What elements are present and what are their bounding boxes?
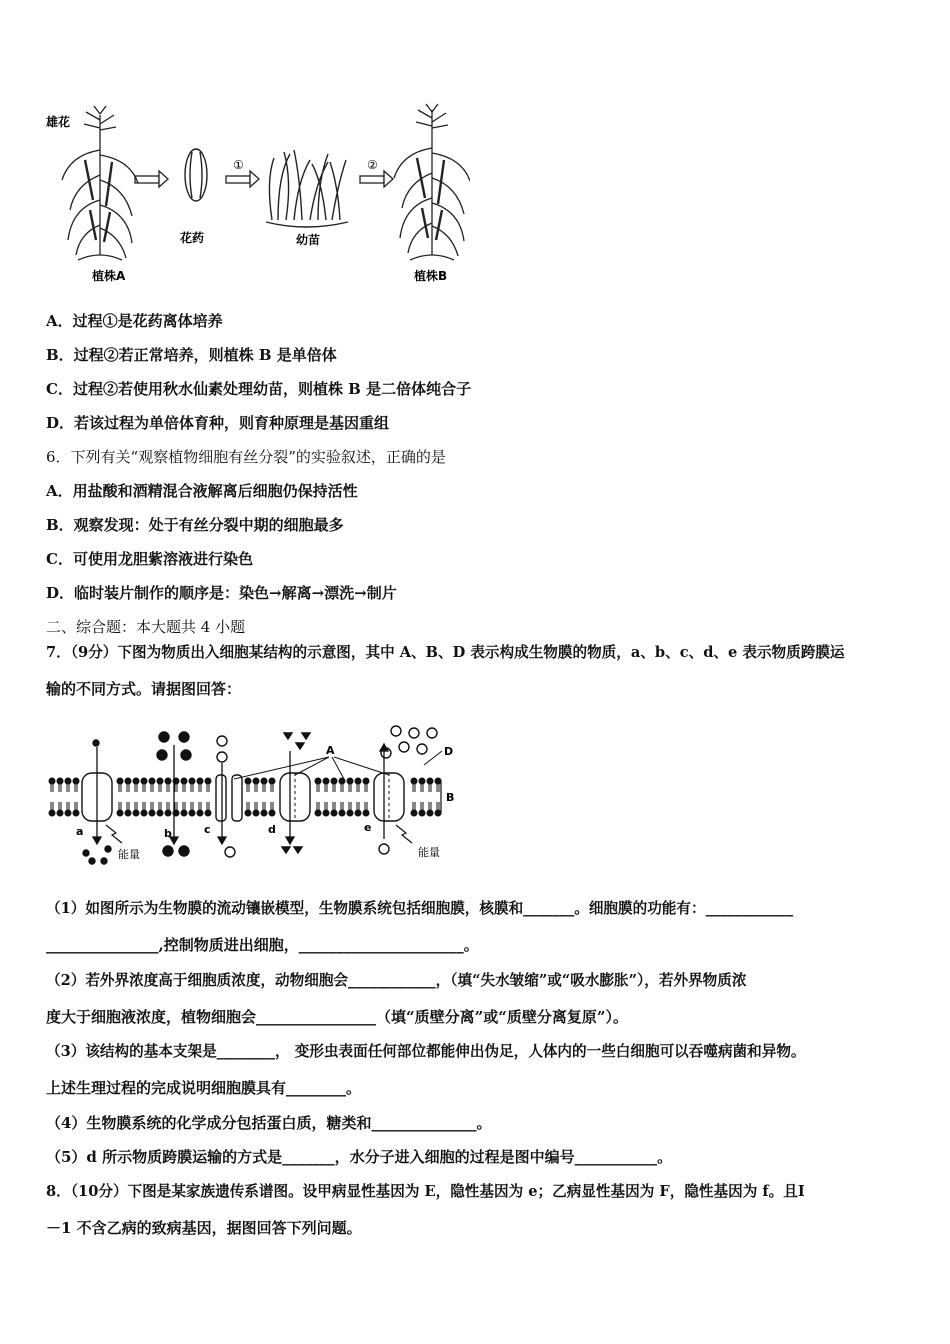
q7-stem-line-1: 7．（9分）下图为物质出入细胞某结构的示意图，其中 A、B、D 表示构成生物膜的物质，a、b、c、d、e 表示物质跨膜运: [46, 644, 845, 661]
q6-stem: 6．下列有关“观察植物细胞有丝分裂”的实验叙述，正确的是: [46, 448, 446, 466]
q7-part-5: （5）d 所示物质跨膜运输的方式是_______，水分子进入细胞的过程是图中编号___________。: [46, 1148, 673, 1166]
label-a-pointers: [234, 757, 389, 779]
q6-option-d: D．临时装片制作的顺序是：染色→解离→漂洗→制片: [46, 584, 397, 602]
outside-molecules: [93, 726, 437, 762]
q5-option-b: B．过程②若正常培养，则植株 B 是单倍体: [46, 346, 337, 364]
label-seedling: 幼苗: [296, 233, 321, 247]
step-1-marker: ①: [233, 158, 244, 172]
q5-option-c: C．过程②若使用秋水仙素处理幼苗，则植株 B 是二倍体纯合子: [46, 380, 472, 398]
label-B: B: [446, 791, 455, 804]
q6-option-c: C．可使用龙胆紫溶液进行染色: [46, 550, 253, 568]
label-plant-b: 植株B: [414, 269, 448, 283]
q8-stem-line-2: －1 不含乙病的致病基因，据图回答下列问题。: [46, 1219, 362, 1237]
q7-part-3-line-1: （3）该结构的基本支架是________， 变形虫表面任何部位都能伸出伪足，人体内的一些白细胞可以吞噬病菌和异物。: [46, 1043, 806, 1060]
q7-stem-line-2: 输的不同方式。请据图回答：: [46, 680, 242, 698]
q7-part-3-line-2: 上述生理过程的完成说明细胞膜具有________。: [46, 1079, 362, 1097]
plant-b-illustration: [394, 104, 470, 260]
label-energy-2: 能量: [418, 846, 440, 859]
label-A: A: [326, 744, 335, 757]
breeding-diagram: [40, 100, 470, 295]
q8-stem-line-1: 8．（10分）下图是某家族遗传系谱图。设甲病显性基因为 E，隐性基因为 e；乙病显性基因为 F，隐性基因为 f。且Ⅰ: [46, 1183, 805, 1200]
arrow-step-1: [226, 171, 259, 187]
plant-a-illustration: [62, 106, 138, 260]
section-2-title: 二、综合题：本大题共 4 小题: [46, 618, 246, 636]
q5-option-d: D．若该过程为单倍体育种，则育种原理是基因重组: [46, 414, 390, 432]
label-e: e: [364, 821, 372, 834]
label-a: a: [76, 825, 84, 838]
energy-bolt-icon: [396, 825, 412, 843]
label-c: c: [204, 823, 211, 836]
label-d-pointer: [424, 751, 442, 765]
q7-part-2-line-1: （2）若外界浓度高于细胞质浓度，动物细胞会____________，（填“失水皱缩”或“吸水膨胀”），若外界物质浓: [46, 972, 747, 989]
step-2-marker: ②: [367, 158, 378, 172]
seedling-illustration: [266, 150, 348, 227]
label-male-flower: 雄花: [46, 115, 71, 129]
q7-part-4: （4）生物膜系统的化学成分包括蛋白质，糖类和______________。: [46, 1114, 492, 1132]
arrow-to-anther: [135, 171, 168, 187]
label-D: D: [444, 745, 454, 758]
q5-option-a: A．过程①是花药离体培养: [46, 312, 223, 330]
label-anther: 花药: [180, 231, 205, 245]
q6-option-a: A．用盐酸和酒精混合液解离后细胞仍保持活性: [46, 482, 358, 500]
label-b: b: [164, 827, 172, 840]
label-plant-a: 植株A: [92, 269, 126, 283]
q7-part-2-line-2: 度大于细胞液浓度，植物细胞会________________（填“质壁分离”或“质壁分离复原”）。: [46, 1008, 629, 1026]
arrow-step-2: [360, 171, 393, 187]
anther-illustration: [185, 149, 207, 201]
q7-part-1-line-1: （1）如图所示为生物膜的流动镶嵌模型，生物膜系统包括细胞膜，核膜和_______。细胞膜的功能有：____________: [46, 900, 794, 917]
q7-part-1-line-2: _______________,控制物质进出细胞，______________________。: [46, 936, 479, 954]
label-energy-1: 能量: [118, 848, 140, 861]
label-d: d: [268, 823, 276, 836]
energy-bolt-icon: [106, 825, 122, 843]
membrane-transport-diagram: [44, 725, 474, 865]
q6-option-b: B．观察发现：处于有丝分裂中期的细胞最多: [46, 516, 344, 534]
